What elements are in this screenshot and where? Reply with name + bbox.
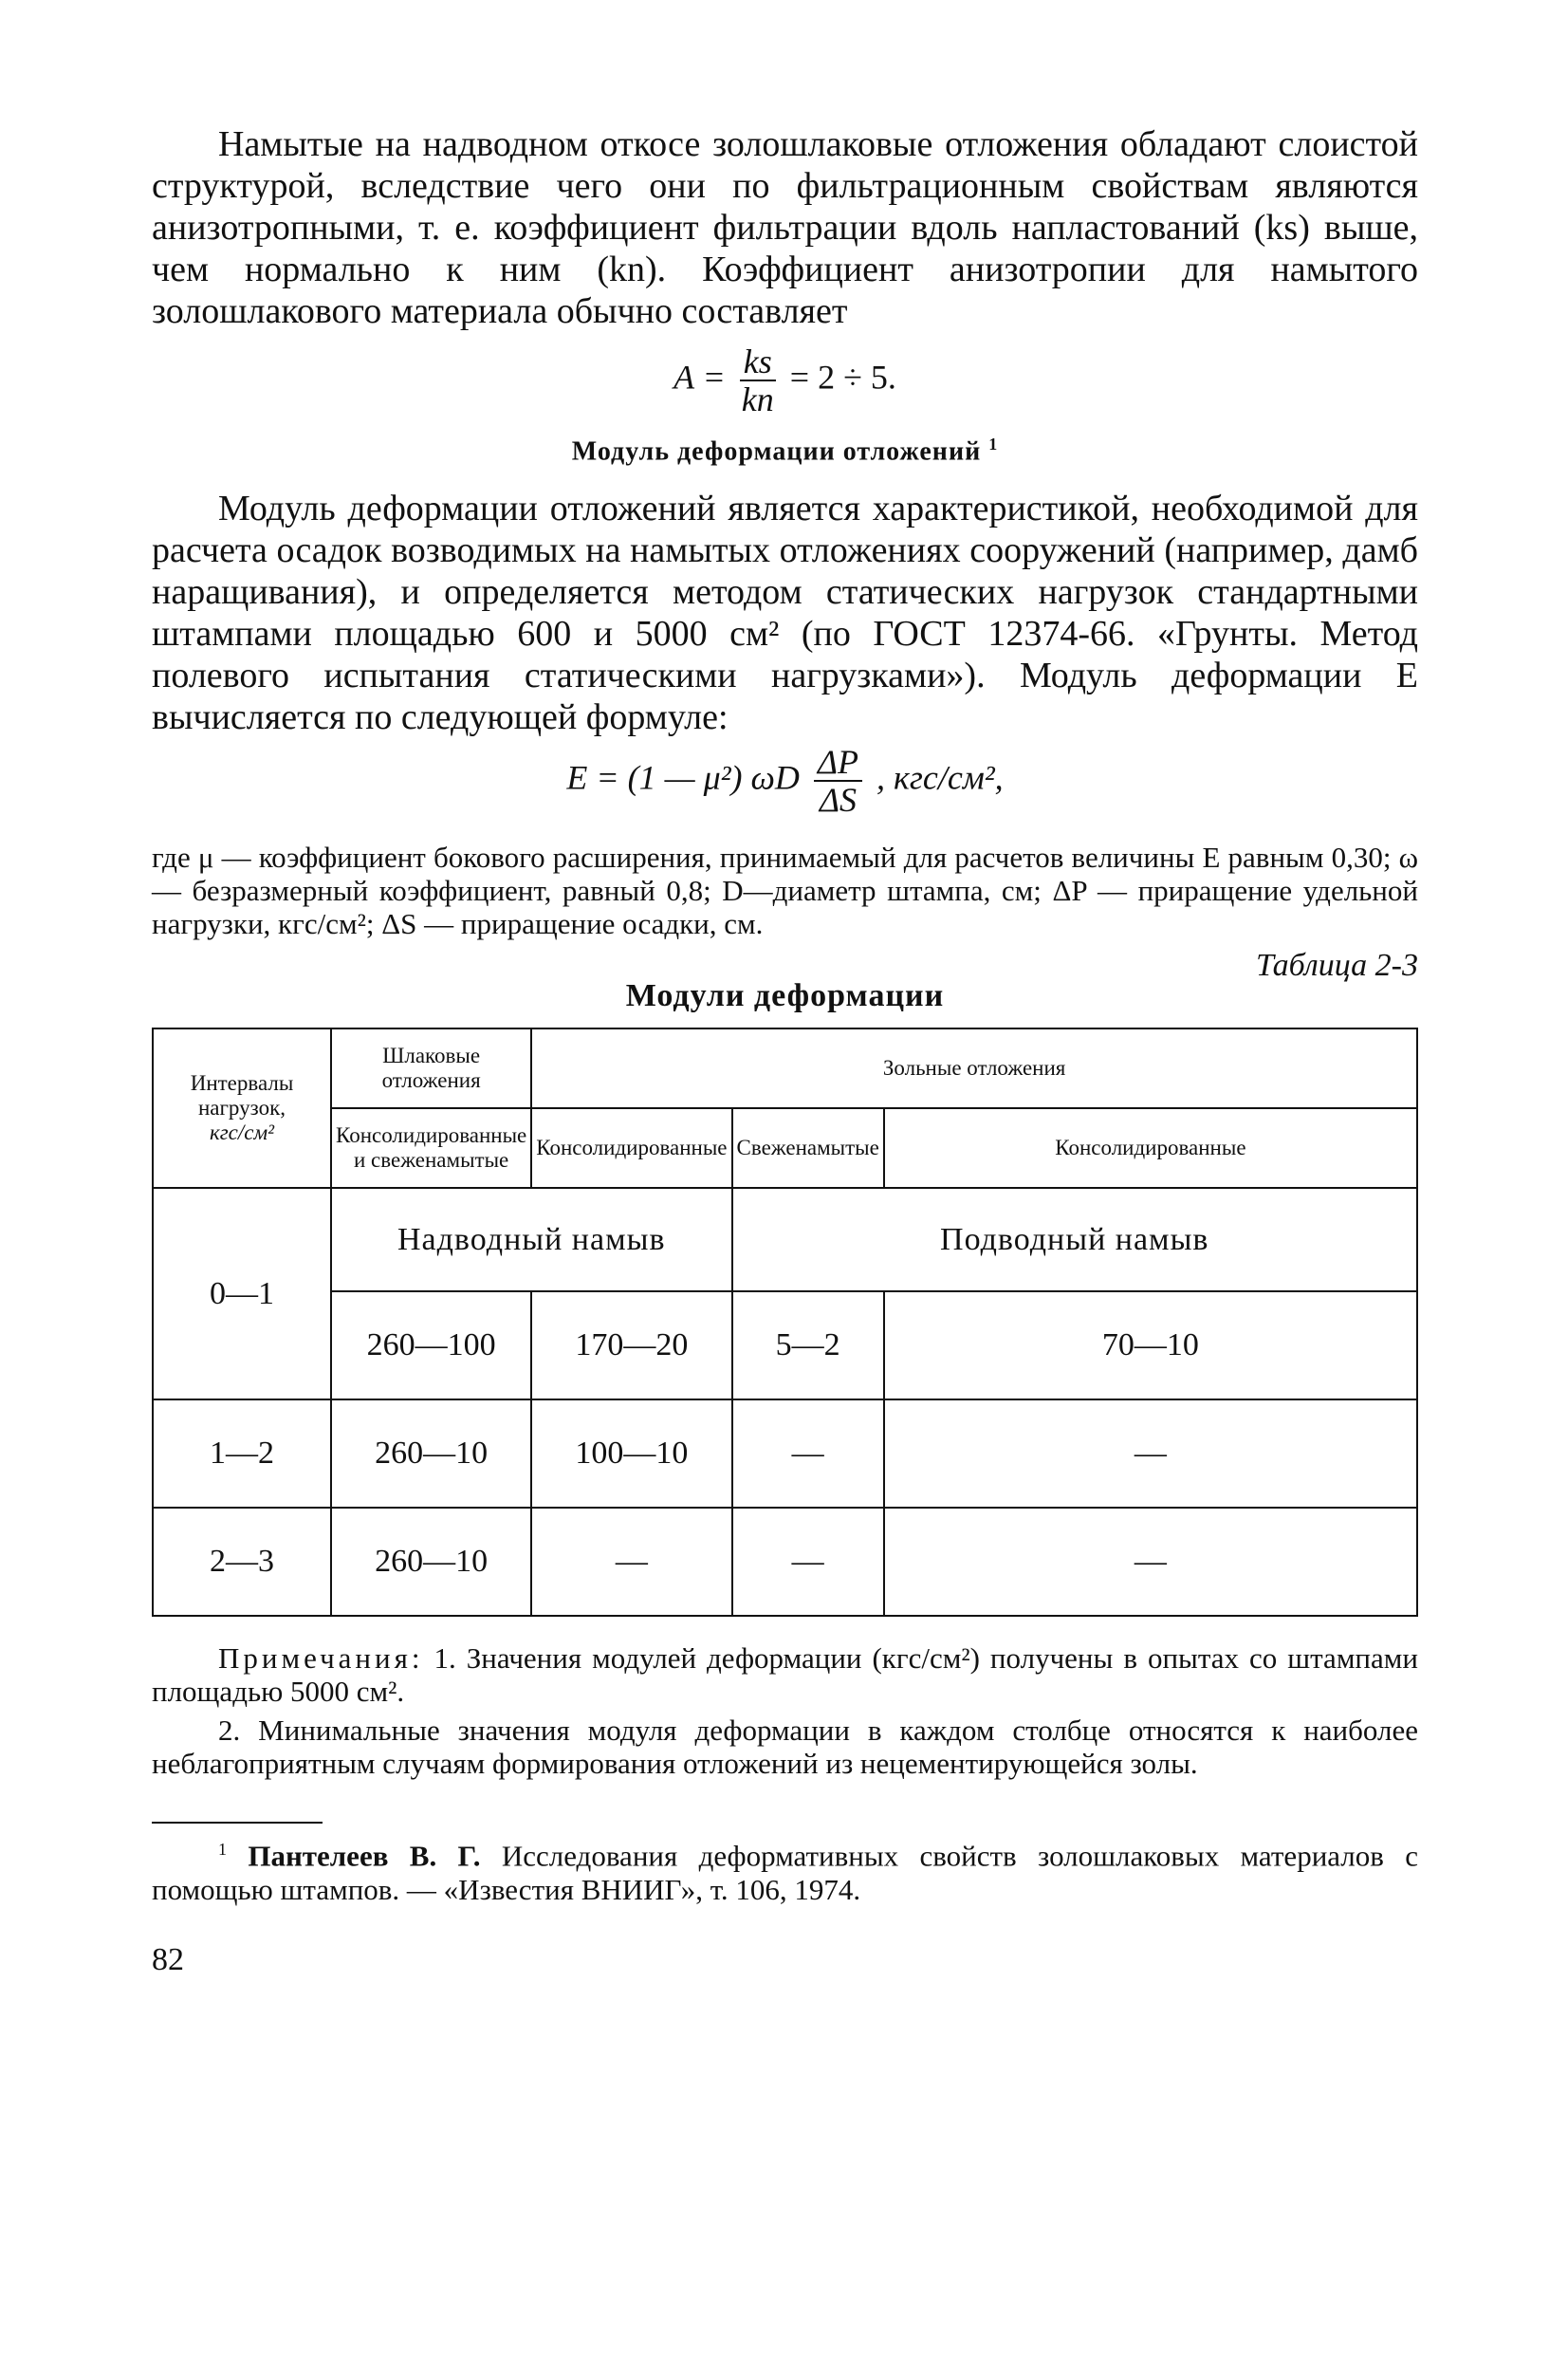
table-mode-row [153,1188,1417,1291]
formula-fraction [814,744,862,818]
table-subheader-row [153,1108,1417,1188]
footnote-mark: 1 [218,1840,227,1860]
formula-numerator: ks [740,343,776,381]
table-notes [152,1641,1418,1780]
formula-numerator: ΔP [814,744,862,782]
section-heading [152,435,1418,467]
modulus-formula [152,744,1418,818]
section-paragraph: Модуль деформации отложений является характеристикой, необходимой для расчета осадок возводимых на намытых отложениях сооружений (например, дамб наращивания), и определяется методом статических нагрузок стандартными штампами площадью 600 и 5000 см² (по ГОСТ 12374-66. «Грунты. Метод полевого испытания статическими нагрузками»). Модуль деформации E вычисляется по следующей формуле: [152,489,1418,738]
header-intervals-text: Интервалы нагрузок, [190,1071,294,1121]
anisotropy-formula [152,343,1418,417]
note-1 [152,1641,1418,1708]
footnote [152,1833,1418,1905]
header-slag: Шлаковые отложения [331,1028,531,1108]
footnote-divider [152,1822,323,1824]
mode-under-water: Подводный намыв [732,1188,1418,1291]
where-clause: где μ — коэффициент бокового расширения, принимаемый для расчетов величины E равным 0,30; ω — безразмерный коэффициент, равный 0,8; D—диаметр штампа, см; ΔP — приращение удельной нагрузки, кгс/см²; ΔS — приращение осадки, см. [152,841,1418,941]
table-cell: 170—20 [531,1291,731,1399]
subheader-cell: Консолидированные и свеженамытые [331,1108,531,1188]
table-row [153,1291,1417,1399]
notes-label: Примечания: [218,1641,424,1676]
subheader-cell: Свеженамытые [732,1108,884,1188]
row-interval: 2—3 [153,1508,331,1616]
formula-fraction [740,343,776,417]
note-2: 2. Минимальные значения модуля деформации в каждом столбце относятся к наиболее неблагоприятным случаям формирования отложений из нецементирующейся золы. [152,1714,1418,1781]
table-cell: 260—10 [331,1508,531,1616]
modulus-table [152,1028,1418,1617]
table-cell: — [732,1508,884,1616]
row-interval: 0—1 [153,1188,331,1399]
table-cell: 70—10 [884,1291,1417,1399]
subheader-cell: Консолидированные [884,1108,1417,1188]
page [152,123,1418,1978]
formula-denominator: ΔS [819,781,858,820]
header-ash: Зольные отложения [531,1028,1417,1108]
row-interval: 1—2 [153,1399,331,1508]
intro-paragraph: Намытые на надводном откосе золошлаковые отложения обладают слоистой структурой, вследствие чего они по фильтрационным свойствам являются анизотропными, т. е. коэффициент фильтрации вдоль напластований (ks) выше, чем нормально к ним (kn). Коэффициент анизотропии для намытого золошлакового материала обычно составляет [152,124,1418,331]
formula-denominator: kn [741,380,774,418]
page-number: 82 [152,1941,184,1977]
footnote-author: Пантелеев В. Г. [248,1839,481,1873]
table-cell: — [732,1399,884,1508]
table-cell: 100—10 [531,1399,731,1508]
formula-lhs: E = (1 — μ²) ωD [566,758,800,797]
mode-above-water: Надводный намыв [331,1188,732,1291]
header-intervals-unit: кгс/см² [209,1121,275,1145]
table-row [153,1399,1417,1508]
formula-rhs: , кгс/см², [876,758,1004,797]
footnote-text: Исследования деформативных свойств золошлаковых материалов с помощью штампов. — «Известия ВНИИГ», т. 106, 1974. [152,1839,1419,1906]
table-cell: — [884,1508,1417,1616]
section-heading-text: Модуль деформации отложений [571,436,982,467]
table-cell: — [531,1508,731,1616]
note-1-text: 1. Значения модулей деформации (кгс/см²) получены в опытах со штампами площадью 5000 см². [152,1641,1418,1709]
subheader-cell: Консолидированные [531,1108,731,1188]
table-header-row [153,1028,1417,1108]
header-intervals [153,1028,331,1188]
formula-rhs: = 2 ÷ 5. [789,358,896,397]
table-label: Таблица 2-3 [1256,948,1418,984]
table-cell: 260—100 [331,1291,531,1399]
formula-lhs: A = [673,358,726,397]
table-cell: 5—2 [732,1291,884,1399]
table-row [153,1508,1417,1616]
table-title: Модули деформации [625,978,945,1014]
table-cell: 260—10 [331,1399,531,1508]
table-cell: — [884,1399,1417,1508]
footnote-ref: 1 [988,435,999,454]
